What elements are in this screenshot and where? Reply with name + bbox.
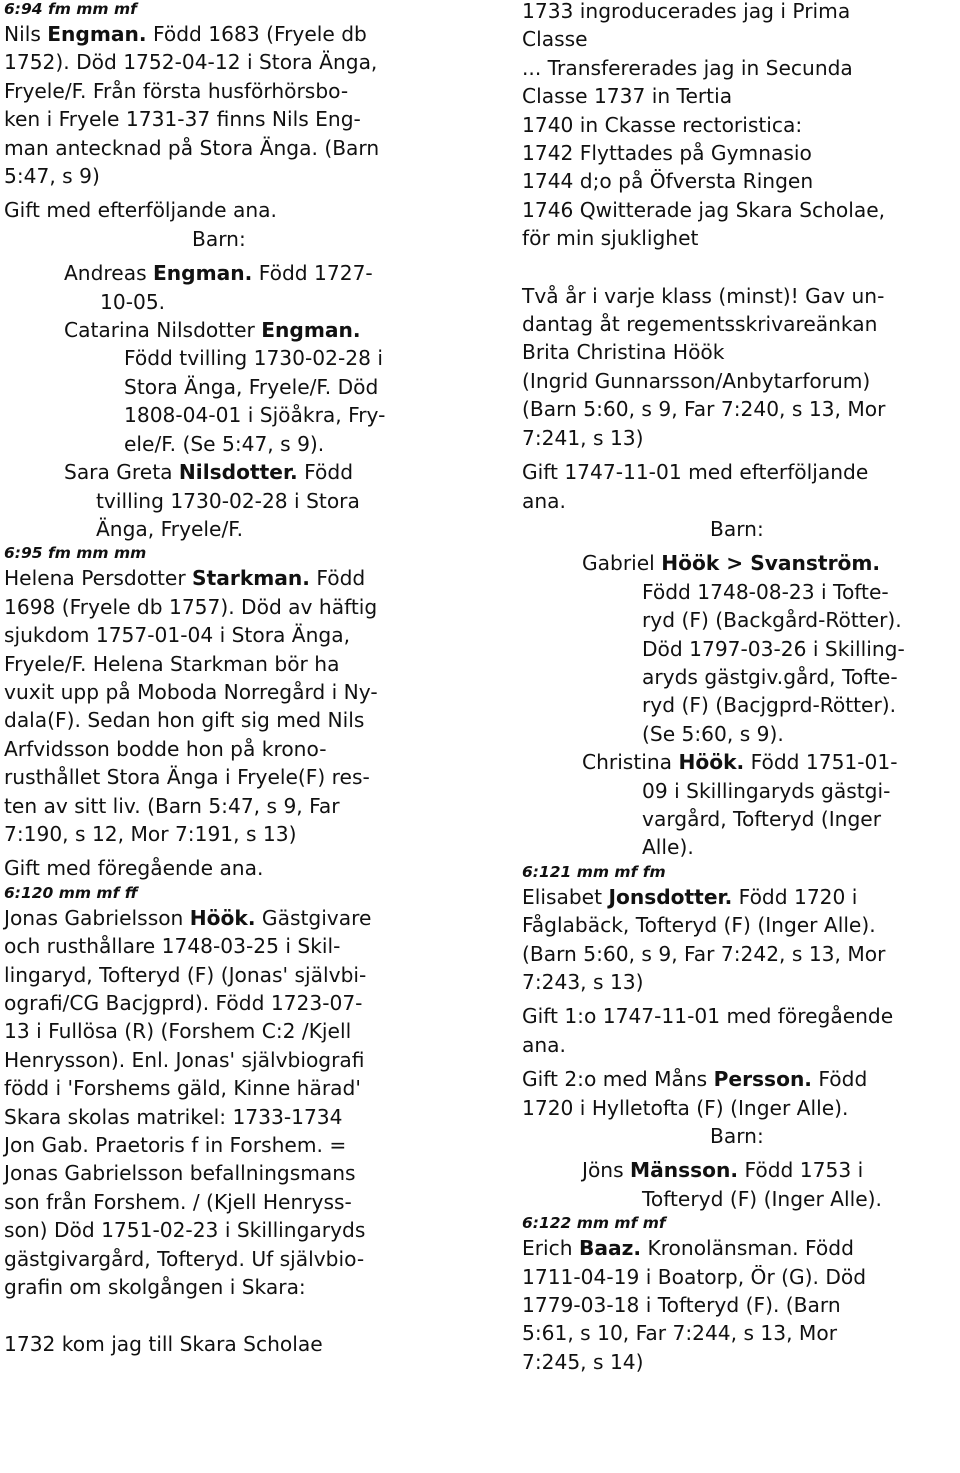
text-line: 7:245, s 14) bbox=[522, 1349, 644, 1374]
marriage-note: Gift med föregående ana. bbox=[4, 856, 264, 881]
child-line: Christina Höök. Född 1751-01- bbox=[582, 750, 898, 775]
text-line: 7:241, s 13) bbox=[522, 425, 644, 450]
text-line: 5:47, s 9) bbox=[4, 164, 100, 189]
text-line: dantag åt regementsskrivareänkan bbox=[522, 312, 878, 337]
text-line: 1732 kom jag till Skara Scholae bbox=[4, 1332, 323, 1357]
surname: Engman. bbox=[47, 22, 147, 46]
text-line: Jonas Gabrielsson Höök. Gästgivare bbox=[4, 905, 372, 930]
text-line: ografi/CG Bacjgprd). Född 1723-07- bbox=[4, 991, 363, 1015]
child-line: 10-05. bbox=[100, 289, 166, 314]
right-column bbox=[522, 0, 958, 1376]
text-line: sjukdom 1757-01-04 i Stora Änga, bbox=[4, 623, 350, 648]
text-line: för min sjuklighet bbox=[522, 226, 699, 251]
child-line: 1808-04-01 i Sjöåkra, Fry- bbox=[124, 403, 386, 428]
child-line: Stora Änga, Fryele/F. Död bbox=[124, 374, 379, 399]
text-line: rusthållet Stora Änga i Fryele(F) res- bbox=[4, 765, 370, 790]
children-heading: Barn: bbox=[710, 1124, 764, 1149]
text-line: Fåglabäck, Tofteryd (F) (Inger Alle). bbox=[522, 913, 876, 938]
text-line: gästgivargård, Tofteryd. Uf självbio- bbox=[4, 1246, 365, 1271]
entry-header-6-121: 6:121 mm mf fm bbox=[522, 862, 666, 881]
marriage-note: Gift 1747-11-01 med efterföljande bbox=[522, 460, 869, 485]
children-heading: Barn: bbox=[192, 226, 246, 251]
text-line: och rusthållare 1748-03-25 i Skil- bbox=[4, 934, 341, 959]
text-line: Jonas Gabrielsson befallningsmans bbox=[4, 1161, 356, 1186]
child-line: Född 1748-08-23 i Tofte- bbox=[642, 579, 889, 604]
text-line: man antecknad på Stora Änga. (Barn bbox=[4, 135, 380, 160]
text-line: Helena Persdotter Starkman. Född bbox=[4, 566, 366, 591]
text-line: 1733 ingroducerades jag i Prima bbox=[522, 0, 851, 23]
text-line: Fryele/F. Helena Starkman bör ha bbox=[4, 651, 340, 676]
text-line: 7:243, s 13) bbox=[522, 970, 644, 994]
child-line: Död 1797-03-26 i Skilling- bbox=[642, 636, 905, 661]
child-line: Catarina Nilsdotter Engman. bbox=[64, 318, 361, 343]
marriage-note: Gift 1:o 1747-11-01 med föregående bbox=[522, 1004, 894, 1029]
child-line: Alle). bbox=[642, 835, 694, 860]
child-line: tvilling 1730-02-28 i Stora bbox=[96, 488, 360, 513]
text-line: Nils Engman. Född 1683 (Fryele db bbox=[4, 22, 367, 46]
text-line: vuxit upp på Moboda Norregård i Ny- bbox=[4, 679, 378, 704]
text-line: Classe bbox=[522, 27, 588, 52]
text-line: 1779-03-18 i Tofteryd (F). (Barn bbox=[522, 1293, 841, 1318]
child-line: vargård, Tofteryd (Inger bbox=[642, 806, 882, 831]
text-line: Fryele/F. Från första husförhörsbo- bbox=[4, 78, 349, 103]
child-line: Född tvilling 1730-02-28 i bbox=[124, 346, 383, 371]
text-line: Brita Christina Höök bbox=[522, 340, 725, 365]
text-line: grafin om skolgången i Skara: bbox=[4, 1275, 306, 1300]
child-line: Gabriel Höök > Svanström. bbox=[582, 551, 881, 576]
child-line: ryd (F) (Backgård-Rötter). bbox=[642, 608, 902, 633]
text-line: 1698 (Fryele db 1757). Död av häftig bbox=[4, 594, 378, 619]
text-line: 1744 d;o på Öfversta Ringen bbox=[522, 169, 814, 194]
text-line: (Barn 5:60, s 9, Far 7:242, s 13, Mor bbox=[522, 941, 886, 966]
child-line: 09 i Skillingaryds gästgi- bbox=[642, 778, 891, 803]
text-line: 5:61, s 10, Far 7:244, s 13, Mor bbox=[522, 1321, 838, 1346]
text-line: dala(F). Sedan hon gift sig med Nils bbox=[4, 708, 365, 733]
text-line: (Barn 5:60, s 9, Far 7:240, s 13, Mor bbox=[522, 397, 886, 422]
left-column bbox=[4, 0, 456, 1359]
text-line: Classe 1737 in Tertia bbox=[522, 84, 733, 109]
marriage-note: Gift 2:o med Måns Persson. Född bbox=[522, 1067, 868, 1092]
entry-header-6-120: 6:120 mm mf ff bbox=[4, 883, 138, 902]
child-line: Änga, Fryele/F. bbox=[96, 516, 244, 541]
text-line: Erich Baaz. Kronolänsman. Född bbox=[522, 1236, 854, 1261]
text-line: 1711-04-19 i Boatorp, Ör (G). Död bbox=[522, 1264, 867, 1289]
text-line: ten av sitt liv. (Barn 5:47, s 9, Far bbox=[4, 793, 340, 818]
marriage-note: ana. bbox=[522, 488, 566, 513]
text-line: Två år i varje klass (minst)! Gav un- bbox=[522, 283, 885, 308]
children-heading: Barn: bbox=[710, 516, 764, 541]
text-line: 1740 in Ckasse rectoristica: bbox=[522, 112, 803, 137]
child-line: Jöns Mänsson. Född 1753 i bbox=[582, 1158, 864, 1183]
child-line: ele/F. (Se 5:47, s 9). bbox=[124, 431, 325, 456]
text-line: son) Död 1751-02-23 i Skillingaryds bbox=[4, 1218, 366, 1243]
text-line: lingaryd, Tofteryd (F) (Jonas' självbi- bbox=[4, 962, 367, 987]
text-line: 1752). Död 1752-04-12 i Stora Änga, bbox=[4, 50, 378, 75]
text-line: född i 'Forshems gäld, Kinne härad' bbox=[4, 1076, 361, 1101]
marriage-note: Gift med efterföljande ana. bbox=[4, 198, 277, 223]
text-line: ken i Fryele 1731-37 finns Nils Eng- bbox=[4, 107, 361, 132]
entry-header-6-94: 6:94 fm mm mf bbox=[4, 0, 137, 18]
text-line: Arfvidsson bodde hon på krono- bbox=[4, 736, 327, 761]
text-line: 1742 Flyttades på Gymnasio bbox=[522, 141, 812, 166]
child-line: Andreas Engman. Född 1727- bbox=[64, 261, 373, 286]
text-line: 7:190, s 12, Mor 7:191, s 13) bbox=[4, 821, 297, 846]
child-line: Tofteryd (F) (Inger Alle). bbox=[642, 1186, 882, 1211]
text-line: 13 i Fullösa (R) (Forshem C:2 /Kjell bbox=[4, 1019, 352, 1044]
entry-header-6-122: 6:122 mm mf mf bbox=[522, 1214, 666, 1233]
text-line: 1746 Qwitterade jag Skara Scholae, bbox=[522, 197, 886, 222]
child-line: aryds gästgiv.gård, Tofte- bbox=[642, 664, 898, 689]
text-line: Jon Gab. Praetoris f in Forshem. = bbox=[4, 1133, 347, 1158]
marriage-note: ana. bbox=[522, 1032, 566, 1057]
text-line: (Ingrid Gunnarsson/Anbytarforum) bbox=[522, 368, 871, 393]
text-line: Elisabet Jonsdotter. Född 1720 i bbox=[522, 884, 858, 909]
entry-header-6-95: 6:95 fm mm mm bbox=[4, 544, 147, 563]
text-line: Skara skolas matrikel: 1733-1734 bbox=[4, 1104, 343, 1129]
marriage-note: 1720 i Hylletofta (F) (Inger Alle). bbox=[522, 1095, 849, 1120]
text-line: ... Transfererades jag in Secunda bbox=[522, 55, 853, 80]
text-line: son från Forshem. / (Kjell Henryss- bbox=[4, 1189, 352, 1214]
child-line: Sara Greta Nilsdotter. Född bbox=[64, 460, 354, 485]
child-line: ryd (F) (Bacjgprd-Rötter). bbox=[642, 693, 897, 718]
child-line: (Se 5:60, s 9). bbox=[642, 721, 784, 746]
text-line: Henrysson). Enl. Jonas' självbiografi bbox=[4, 1047, 365, 1072]
